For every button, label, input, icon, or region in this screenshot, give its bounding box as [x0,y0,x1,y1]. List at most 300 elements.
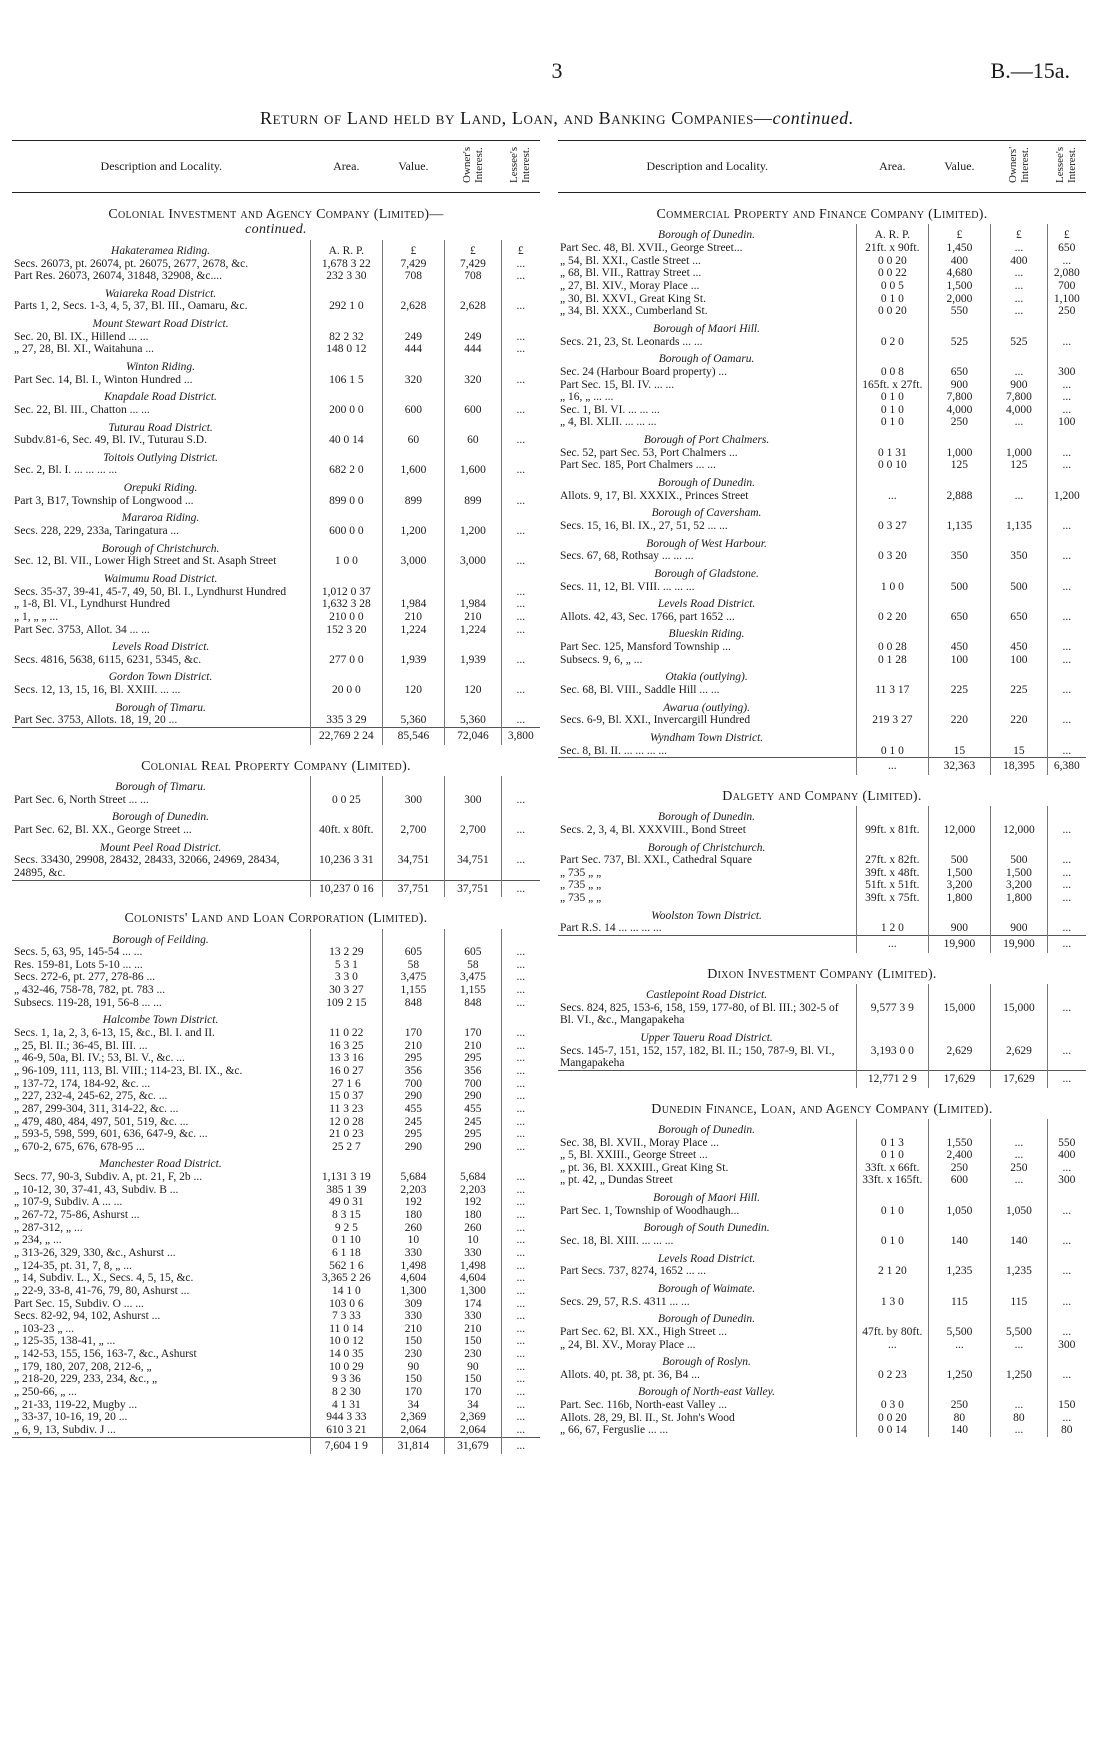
company-heading [12,897,540,928]
owner-interest: 220 [991,714,1047,727]
district-heading [12,386,540,404]
land-value: 900 [928,922,991,935]
land-description: Secs. 4816, 5638, 6115, 6231, 5345, &c. [14,653,202,666]
empty-cell [857,563,928,581]
owner-interest: 605 [445,946,501,959]
owner-interest: 1,155 [445,984,501,997]
document-reference: B.—15a. [990,58,1070,83]
owner-interest: 1,500 [991,867,1047,880]
land-area: 11 0 22 [311,1027,382,1040]
empty-cell [991,593,1047,611]
land-value: 210 [382,611,445,624]
empty-cell [991,1217,1047,1235]
company-name [558,953,1086,984]
land-area: 0 0 28 [857,641,928,654]
land-area: 1,131 3 19 [311,1171,382,1184]
empty-cell [445,507,501,525]
table-row [558,654,1086,667]
land-area: 21 0 23 [311,1128,382,1141]
land-area: 0 1 0 [857,1149,928,1162]
district-name: Borough of Roslyn. [662,1356,751,1369]
land-description: Allots. 40, pt. 38, pt. 36, B4 ... [560,1368,700,1381]
company-name [12,745,540,776]
lessee-interest: ... [1047,581,1086,594]
right-column [558,140,1086,1437]
land-area: 0 0 14 [857,1424,928,1437]
lessee-interest: ... [501,1090,540,1103]
lessee-interest: ... [1047,379,1086,392]
land-area: 13 2 29 [311,946,382,959]
land-description: „ 46-9, 50a, Bl. IV.; 53, Bl. V., &c. ... [14,1052,185,1065]
land-area: 0 1 0 [857,745,928,758]
table-row [12,300,540,313]
table-row [558,1424,1086,1437]
lessee-interest: ... [501,624,540,637]
owner-interest: ... [991,1149,1047,1162]
district-name: Borough of Dunedin. [112,811,210,824]
lessee-interest: 1,200 [1047,490,1086,503]
lessee-interest: 250 [1047,305,1086,318]
lessee-interest: 1,100 [1047,293,1086,306]
owner-interest: 1,200 [445,525,501,538]
land-value: 1,498 [382,1260,445,1273]
empty-cell [311,929,382,947]
lessee-interest: ... [501,1272,540,1285]
land-value: 90 [382,1361,445,1374]
land-area: 0 1 3 [857,1137,928,1150]
empty-cell [311,666,382,684]
empty-cell [991,318,1047,336]
empty-cell [382,776,445,794]
lessee-interest: ... [1047,654,1086,667]
empty-cell [991,984,1047,1002]
table-row [558,611,1086,624]
owner-interest: ... [991,416,1047,429]
empty-cell [382,1009,445,1027]
land-value: 295 [382,1052,445,1065]
table-row [12,404,540,417]
empty-cell [857,318,928,336]
empty-cell [857,502,928,520]
land-area: 0 1 10 [311,1234,382,1247]
district-name: Woolston Town District. [651,909,762,922]
description-header: Description and Locality. [12,141,311,193]
owner-interest: 34,751 [445,854,501,880]
land-description: Part Sec. 1, Township of Woodhaugh... [560,1204,740,1217]
owner-interest: ... [991,305,1047,318]
land-area: 49 0 31 [311,1196,382,1209]
empty-cell [991,1187,1047,1205]
land-area: 0 1 31 [857,447,928,460]
owner-interest: 450 [991,641,1047,654]
empty-cell [857,837,928,855]
district-name: Borough of Caversham. [651,507,762,520]
land-area: 0 3 27 [857,520,928,533]
land-value: 220 [928,714,991,727]
table-row [12,331,540,344]
lessee-interest: ... [501,525,540,538]
lessee-interest: ... [501,654,540,667]
empty-cell [991,1381,1047,1399]
owner-interest: 708 [445,270,501,283]
district-heading [558,348,1086,366]
land-area: 1,012 0 37 [311,586,382,599]
land-description: „ 33-37, 10-16, 19, 20 ... [14,1411,128,1424]
owner-interest: 2,700 [445,824,501,837]
land-value: 1,984 [382,598,445,611]
land-value: 192 [382,1196,445,1209]
land-area: 9 3 36 [311,1373,382,1386]
district-heading [558,1308,1086,1326]
empty-cell [928,905,991,923]
land-value: 2,369 [382,1411,445,1424]
lessee-interest: ... [501,1424,540,1437]
owner-interest: ... [991,1339,1047,1352]
district-heading [12,837,540,855]
empty-cell [857,984,928,1002]
empty-cell [501,417,540,435]
land-area: 39ft. x 75ft. [857,892,928,905]
owner-interest: ... [991,293,1047,306]
lessee-interest: ... [501,270,540,283]
land-description: „ 735 „ „ [560,866,602,879]
land-description: „ 142-53, 155, 156, 163-7, &c., Ashurst [14,1348,197,1361]
empty-cell [857,1248,928,1266]
empty-cell [1047,697,1086,715]
land-value: 1,200 [382,525,445,538]
land-value: 295 [382,1128,445,1141]
owner-interest: 899 [445,495,501,508]
lessee-interest: ... [1047,447,1086,460]
lessee-units: £ [1047,224,1086,242]
district-heading [12,1153,540,1171]
district-name: Borough of Dunedin. [658,229,756,242]
owner-interest: 90 [445,1361,501,1374]
district-heading [558,318,1086,336]
empty-cell [857,666,928,684]
lessee-interest: ... [501,1065,540,1078]
district-heading [12,929,540,947]
lessee-interest: ... [1047,255,1086,268]
empty-cell [445,1009,501,1027]
land-area: 0 2 20 [857,611,928,624]
land-area: 25 2 7 [311,1141,382,1154]
table-row [12,1040,540,1053]
empty-cell [311,697,382,715]
land-area: 0 3 0 [857,1399,928,1412]
owner-interest: 1,050 [991,1205,1047,1218]
empty-cell [928,533,991,551]
land-value: 3,475 [382,971,445,984]
land-value: 600 [928,1174,991,1187]
empty-cell [311,776,382,794]
total-lessee-interest: ... [1047,1070,1086,1087]
owner-interest: 3,000 [445,555,501,568]
empty-cell [991,563,1047,581]
district-heading [558,593,1086,611]
land-description: Secs. 824, 825, 153-6, 158, 159, 177-80, of Bl. III.; 302-5 of Bl. VI., &c., Mangapakeha [560,1001,839,1027]
district-heading [12,1009,540,1027]
land-value: 605 [382,946,445,959]
land-area: 30 3 27 [311,984,382,997]
empty-cell [311,283,382,301]
land-area: 16 3 25 [311,1040,382,1053]
table-row [12,1184,540,1197]
land-description: Subdv.81-6, Sec. 49, Bl. IV., Tuturau S.D. [14,434,207,447]
land-value: 250 [928,416,991,429]
land-area: 9,577 3 9 [857,1002,928,1027]
land-area: 0 0 20 [857,255,928,268]
empty-cell [991,429,1047,447]
district-heading [558,1278,1086,1296]
land-description: „ 54, Bl. XXI., Castle Street ... [560,254,701,267]
land-value: 700 [382,1078,445,1091]
lessee-interest: ... [501,258,540,271]
land-value: 150 [382,1335,445,1348]
land-value: 4,000 [928,404,991,417]
land-area: 277 0 0 [311,654,382,667]
land-description: „ 137-72, 174, 184-92, &c. ... [14,1077,151,1090]
land-value: 4,604 [382,1272,445,1285]
district-heading [12,477,540,495]
table-row [558,447,1086,460]
company-name [558,775,1086,806]
lessee-interest: 80 [1047,1424,1086,1437]
table-row [12,1196,540,1209]
lessee-interest: ... [501,555,540,568]
table-row [558,714,1086,727]
total-value: 85,546 [382,728,445,745]
land-value: 1,224 [382,624,445,637]
land-description: Sec. 2, Bl. I. ... ... ... ... [14,464,118,477]
lessee-interest: ... [1047,520,1086,533]
owner-interest: 7,800 [991,391,1047,404]
owner-interest: 295 [445,1052,501,1065]
empty-cell [857,429,928,447]
owner-interest: 444 [445,343,501,356]
owner-interest: 250 [991,1162,1047,1175]
lessee-units: £ [501,240,540,258]
owner-interest: 455 [445,1103,501,1116]
empty-cell [382,477,445,495]
total-area: ... [857,935,928,952]
land-area: 1 2 0 [857,922,928,935]
land-area: 9 2 5 [311,1222,382,1235]
lessee-interest: ... [1047,824,1086,837]
land-description: „ 735 „ „ [560,892,602,905]
total-area: 22,769 2 24 [311,728,382,745]
land-area: 600 0 0 [311,525,382,538]
district-heading [558,1119,1086,1137]
table-row [558,404,1086,417]
empty-cell [1047,429,1086,447]
lessee-interest: ... [501,1196,540,1209]
owner-interest: 10 [445,1234,501,1247]
table-row [558,867,1086,880]
lessee-interest: 2,080 [1047,267,1086,280]
empty-cell [991,502,1047,520]
owner-interest: ... [991,490,1047,503]
table-row [558,280,1086,293]
table-row [558,892,1086,905]
district-name: Borough of Feilding. [112,933,209,946]
land-value: 1,500 [928,867,991,880]
lessee-interest: ... [501,1103,540,1116]
table-row [12,1348,540,1361]
land-description: Secs. 228, 229, 233a, Taringatura ... [14,525,180,538]
owner-interest: 290 [445,1090,501,1103]
table-row [558,581,1086,594]
total-owner-interest: 72,046 [445,728,501,745]
company-heading [558,775,1086,806]
table-row [558,1162,1086,1175]
land-description: Secs. 5, 63, 95, 145-54 ... ... [14,946,143,959]
land-description: „ 22-9, 33-8, 41-76, 79, 80, Ashurst ... [14,1284,190,1297]
lessee-interest: 650 [1047,242,1086,255]
land-value: 320 [382,374,445,387]
land-area: 0 0 10 [857,459,928,472]
land-value: 330 [382,1310,445,1323]
land-value [382,586,445,599]
owner-interest: 650 [991,611,1047,624]
land-area: 12 0 28 [311,1116,382,1129]
empty-cell [928,1381,991,1399]
land-description: Sec. 68, Bl. VIII., Saddle Hill ... ... [560,683,720,696]
lessee-interest: ... [1047,1412,1086,1425]
table-row [12,1285,540,1298]
district-heading [12,356,540,374]
empty-cell [928,697,991,715]
empty-cell [1047,837,1086,855]
lessee-interest: ... [501,1078,540,1091]
table-row [558,1045,1086,1071]
table-row [12,714,540,727]
empty-cell [857,1308,928,1326]
lessee-interest: ... [501,1310,540,1323]
land-value: 170 [382,1027,445,1040]
land-description: Part Sec. 62, Bl. XX., High Street ... [560,1325,728,1338]
land-area: 40ft. x 80ft. [311,824,382,837]
district-name: Mount Stewart Road District. [92,318,229,331]
empty-cell [1047,666,1086,684]
lessee-interest: ... [501,946,540,959]
district-name: Levels Road District. [657,1252,756,1265]
table-row [558,1399,1086,1412]
right-land-table [558,140,1086,1437]
land-description: „ 227, 232-4, 245-62, 275, &c. ... [14,1090,168,1103]
empty-cell [928,1278,991,1296]
land-description: Part Sec. 125, Mansford Township ... [560,641,731,654]
lessee-interest: ... [501,464,540,477]
empty-cell [382,666,445,684]
lessee-interest: ... [501,1209,540,1222]
district-heading [558,697,1086,715]
empty-cell [928,1308,991,1326]
land-value: 650 [928,611,991,624]
land-area: 335 3 29 [311,714,382,727]
land-area: 11 0 14 [311,1323,382,1336]
land-description: Sec. 18, Bl. XIII. ... ... ... [560,1235,674,1248]
district-name: Mount Peel Road District. [99,841,222,854]
table-row [12,1078,540,1091]
land-description: Part R.S. 14 ... ... ... ... [560,922,662,935]
empty-cell [928,1119,991,1137]
land-value: 400 [928,255,991,268]
district-name: Toitois Outlying District. [103,451,219,464]
empty-cell [501,929,540,947]
district-name: Awarua (outlying). [663,701,750,714]
table-row [12,794,540,807]
owner-interest: 1,498 [445,1260,501,1273]
land-description: „ 16, „ ... ... [560,391,614,404]
table-row [558,879,1086,892]
total-label [558,935,857,952]
total-value: 19,900 [928,935,991,952]
empty-cell [382,283,445,301]
district-heading [12,538,540,556]
lessee-interest: ... [1047,459,1086,472]
owner-interest: 350 [991,550,1047,563]
company-name-text: Commercial Property and Finance Company (Limited). [656,207,988,223]
empty-cell [1047,502,1086,520]
land-area: 0 0 20 [857,1412,928,1425]
empty-cell [1047,1119,1086,1137]
lessee-interest: ... [1047,550,1086,563]
empty-cell [991,1119,1047,1137]
area-units: A. R. P. [311,240,382,258]
owner-interest: 80 [991,1412,1047,1425]
empty-cell [1047,1187,1086,1205]
district-heading [12,417,540,435]
land-area: 899 0 0 [311,495,382,508]
land-value: 7,429 [382,258,445,271]
land-description: „ 125-35, 138-41, „ ... [14,1335,116,1348]
empty-cell [991,1027,1047,1045]
land-description: „ pt. 36, Bl. XXXIII., Great King St. [560,1161,729,1174]
land-description: Part Sec. 3753, Allot. 34 ... ... [14,623,150,636]
empty-cell [501,1009,540,1027]
owner-interest: ... [991,366,1047,379]
owner-interest: 180 [445,1209,501,1222]
owner-interest: 150 [445,1335,501,1348]
table-row [12,1234,540,1247]
land-description: „ 30, Bl. XXVI., Great King St. [560,292,706,305]
owner-interest: 4,604 [445,1272,501,1285]
owner-interest [445,586,501,599]
owner-interest: 210 [445,611,501,624]
owner-interest: 245 [445,1116,501,1129]
empty-cell [991,1351,1047,1369]
lessee-interest: ... [501,824,540,837]
district-name: Gordon Town District. [108,671,213,684]
empty-cell [382,568,445,586]
land-area: 10,236 3 31 [311,854,382,880]
lessee-interest: ... [1047,1265,1086,1278]
lessee-interest: ... [1047,1235,1086,1248]
land-description: Secs. 1, 1a, 2, 3, 6-13, 15, &c., Bl. I. and II. [14,1027,215,1040]
table-row [558,1412,1086,1425]
land-value: ... [928,1339,991,1352]
table-row [12,1323,540,1336]
table-row [12,258,540,271]
table-row [12,1052,540,1065]
lessee-interest: ... [1047,892,1086,905]
lessee-interest: ... [501,1141,540,1154]
empty-cell [445,929,501,947]
land-description: „ 96-109, 111, 113, Bl. VIII.; 114-23, Bl. IX., &c. [14,1064,243,1077]
land-value: 58 [382,959,445,972]
lessee-interest: ... [501,1128,540,1141]
